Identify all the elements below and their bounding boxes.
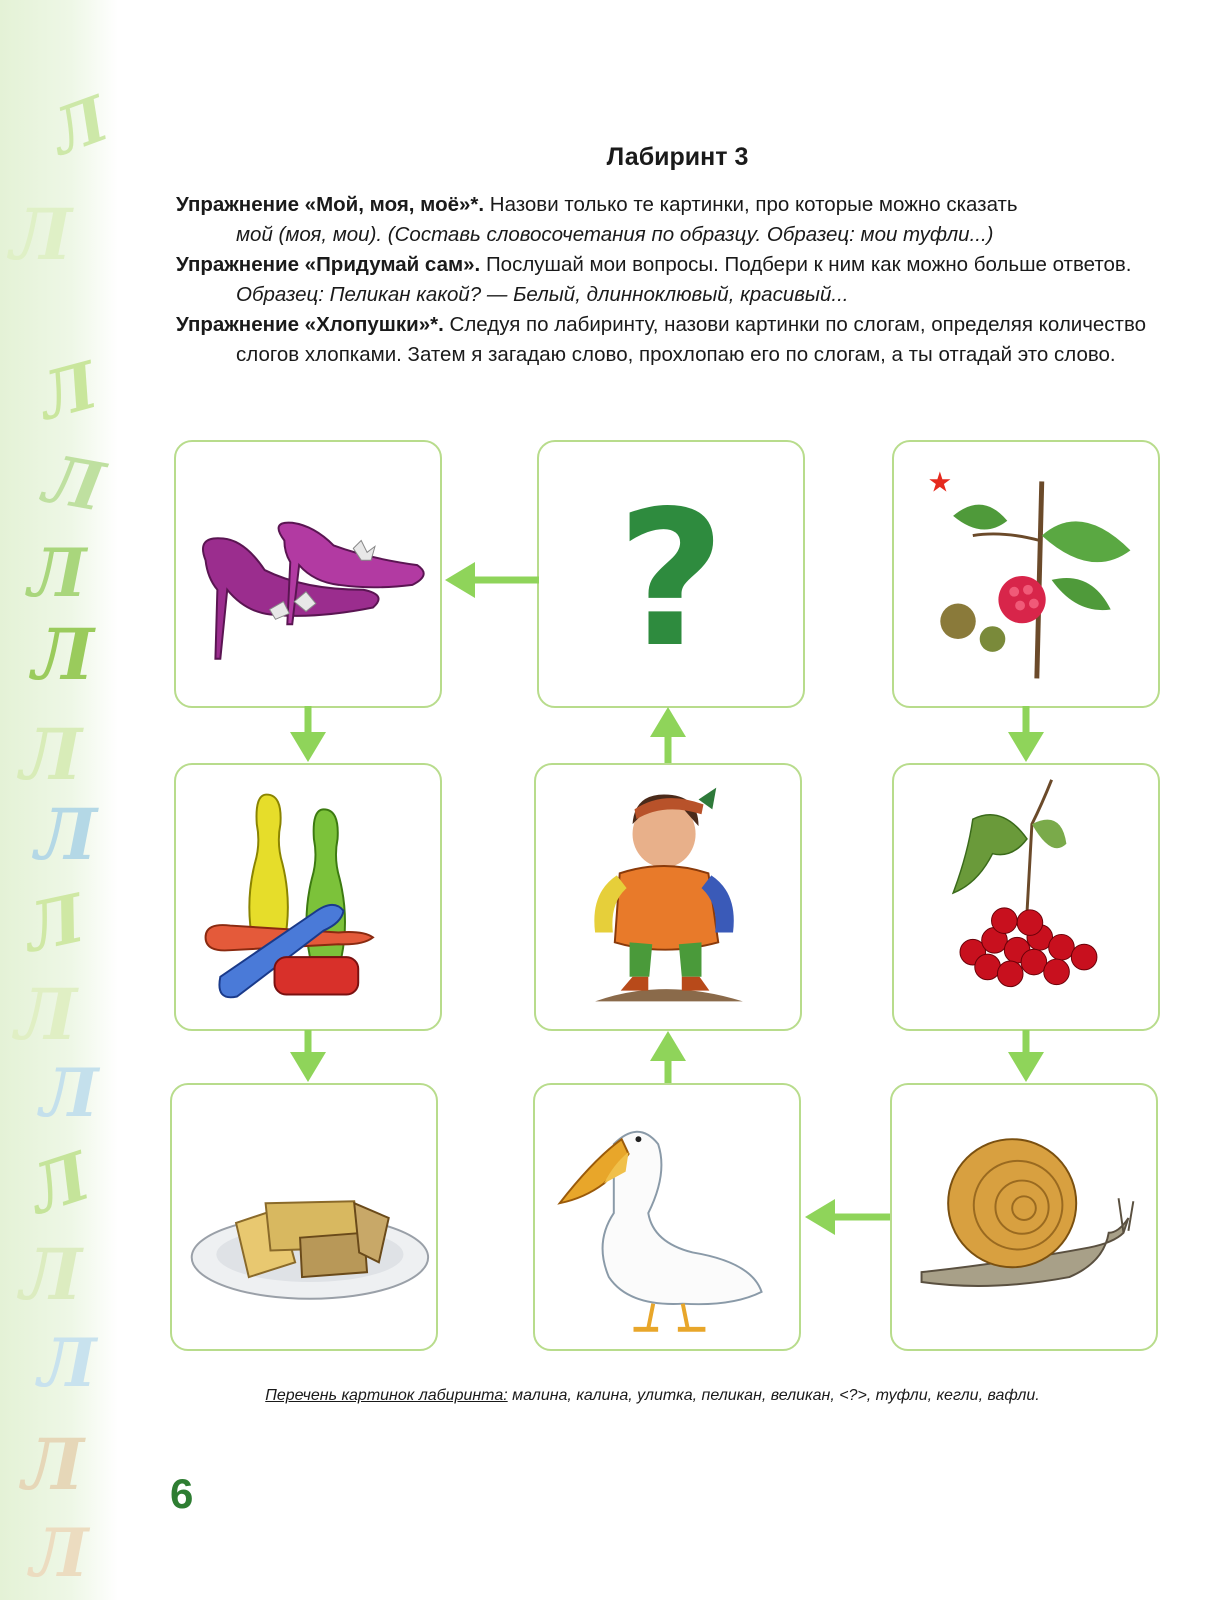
waffles-icon (172, 1085, 436, 1349)
start-marker: ★ (927, 465, 953, 499)
snail-icon (892, 1085, 1156, 1349)
maze-cell-waffles[interactable] (170, 1083, 438, 1351)
arrow-down (288, 1030, 328, 1083)
giant-icon (536, 765, 800, 1029)
exercise-1-text: Назови только те картинки, про которые можно сказать (484, 193, 1018, 216)
pelican-icon (535, 1085, 799, 1349)
side-letter: Л (28, 534, 87, 612)
side-letter: Л (30, 1514, 89, 1592)
page-number: 6 (170, 1470, 194, 1517)
exercise-1-italic: мой (моя, мои). (Составь словосочетания по образцу. Образец: мои туфли...) (236, 223, 994, 246)
side-letter: Л (31, 347, 106, 436)
arrow-down (1006, 1030, 1046, 1083)
maze-cell-skittles[interactable] (174, 763, 442, 1031)
maze-cell-shoes[interactable] (174, 440, 442, 708)
picture-list-items: малина, калина, улитка, пеликан, великан, <?>, туфли, кегли, вафли. (507, 1387, 1040, 1404)
maze-cell-giant[interactable] (534, 763, 802, 1031)
viburnum-icon (894, 765, 1158, 1029)
side-letter: Л (10, 193, 72, 276)
exercise-3-text: Следуя по лабиринту, назови картинки по слогам, определяя количество слогов хлопками. Затем я загадаю слово, прохлопаю его по слогам, а ты отгадай это слово. (236, 313, 1147, 366)
exercise-list (176, 190, 1191, 370)
exercise-2-name: Упражнение «Придумай сам». (176, 253, 481, 276)
maze-cell-question[interactable] (537, 440, 805, 708)
shoes-icon (176, 442, 440, 706)
question-icon (539, 442, 803, 706)
side-letter: Л (20, 1233, 82, 1316)
maze-cell-viburnum[interactable] (892, 763, 1160, 1031)
exercise-2-text: Послушай мои вопросы. Подбери к ним как можно больше ответов. (480, 253, 1132, 276)
exercise-3-name: Упражнение «Хлопушки»*. (176, 313, 444, 336)
arrow-up (648, 1030, 688, 1083)
picture-list (0, 1387, 1225, 1405)
exercise-1-name: Упражнение «Мой, моя, моё»*. (176, 193, 485, 216)
question-mark: ? (616, 470, 726, 689)
side-letter: Л (38, 439, 110, 527)
arrow-down (288, 706, 328, 763)
arrow-up (648, 706, 688, 763)
side-letter: Л (40, 1054, 99, 1132)
exercise-2 (176, 250, 1191, 310)
exercise-2-italic: Образец: Пеликан какой? — Белый, длинноклювый, красивый... (236, 283, 849, 306)
arrow-left (443, 560, 539, 600)
exercise-3 (176, 310, 1191, 370)
side-letter: Л (15, 973, 77, 1056)
skittles-icon (176, 765, 440, 1029)
side-letter: Л (20, 713, 82, 796)
decorative-letter-strip (0, 0, 118, 1600)
picture-list-label: Перечень картинок лабиринта: (265, 1387, 508, 1404)
maze-cell-snail[interactable] (890, 1083, 1158, 1351)
side-letter: Л (22, 1423, 84, 1506)
arrow-down (1006, 706, 1046, 763)
side-letter: Л (17, 878, 91, 968)
side-letter: Л (32, 613, 94, 696)
exercise-1 (176, 190, 1191, 250)
raspberry-icon (894, 442, 1158, 706)
maze-cell-pelican[interactable] (533, 1083, 801, 1351)
side-letter: Л (19, 1136, 99, 1230)
side-letter: Л (40, 81, 118, 170)
maze-cell-raspberry[interactable] (892, 440, 1160, 708)
arrow-left (803, 1197, 890, 1237)
page-title: Лабиринт 3 (606, 143, 749, 171)
side-letter: Л (38, 1324, 97, 1402)
side-letter: Л (35, 793, 97, 876)
